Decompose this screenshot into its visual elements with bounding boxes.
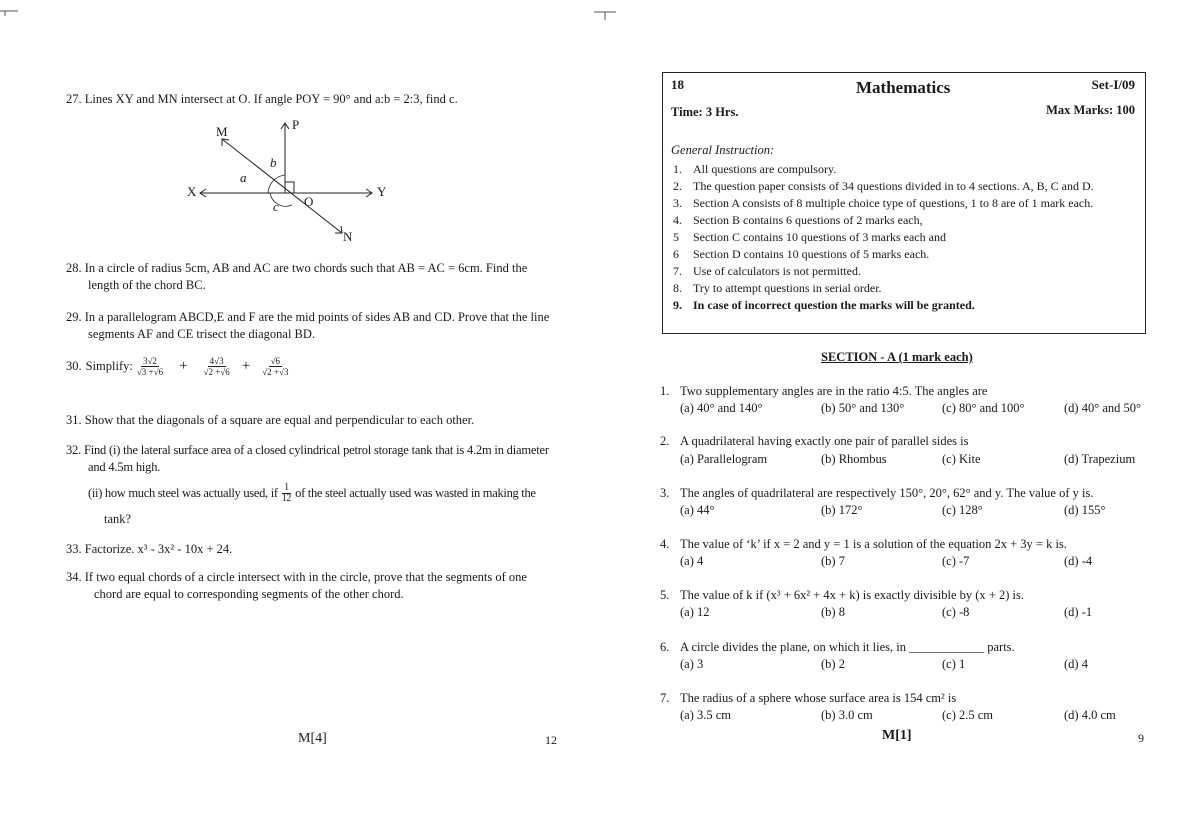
label-m: M <box>216 124 228 139</box>
fraction-term-3: $\frac{√6}{√2 +√3}$ <box>262 356 289 377</box>
intersecting-lines-figure <box>180 115 400 247</box>
option-b: (b) 2 <box>821 657 845 671</box>
option-b: (b) 7 <box>821 554 845 568</box>
question-text-cont: length of the chord BC. <box>88 278 206 292</box>
question-text: The radius of a sphere whose surface area is 154 cm² is <box>680 691 957 705</box>
question-text: In a parallelogram ABCD,E and F are the mid points of sides AB and CD. Prove that the line <box>84 310 550 324</box>
instruction-item: 6 Section D contains 10 questions of 5 marks each. <box>673 247 930 261</box>
question-text: Find (i) the lateral surface area of a closed cylindrical petrol storage tank that is 4.2m in diameter <box>83 443 549 457</box>
question-number: 7. <box>660 691 670 705</box>
question-text: Two supplementary angles are in the ratio 4:5. The angles are <box>680 384 988 398</box>
exam-code: 18 <box>671 77 684 92</box>
question-text: The value of ‘k’ if x = 2 and y = 1 is a solution of the equation 2x + 3y = k is. <box>680 537 1067 551</box>
option-d: (d) -1 <box>1064 605 1093 619</box>
instructions-title: General Instruction: <box>671 143 775 157</box>
option-d: (d) 155° <box>1064 503 1106 517</box>
option-c: (c) -8 <box>942 605 970 619</box>
simplify-label: Simplify: <box>85 359 133 373</box>
question-number: 28. <box>66 261 82 275</box>
crop-mark <box>594 6 618 22</box>
option-c: (c) 80° and 100° <box>942 401 1025 415</box>
option-c: (c) Kite <box>942 452 981 466</box>
option-d: (d) 4 <box>1064 657 1088 671</box>
option-b: (b) Rhombus <box>821 452 887 466</box>
question-34 <box>66 569 566 603</box>
option-d: (d) -4 <box>1064 554 1093 568</box>
crop-mark <box>0 0 20 20</box>
question-text: Factorize. x³ - 3x² - 10x + 24. <box>84 542 233 556</box>
instruction-item: 2. The question paper consists of 34 questions divided in to 4 sections. A, B, C and D. <box>673 179 1094 193</box>
question-number: 6. <box>660 640 670 654</box>
fraction-term-2: $\frac{4√3}{√2 +√6}$ <box>203 356 230 377</box>
option-a: (a) 3 <box>680 657 704 671</box>
label-o: O <box>304 194 314 209</box>
instruction-item: 7. Use of calculators is not permitted. <box>673 264 861 278</box>
question-number: 29. <box>66 310 82 324</box>
question-32 <box>66 442 576 476</box>
angle-label-b: b <box>270 155 277 170</box>
section-a-heading: SECTION - A (1 mark each) <box>821 350 973 364</box>
option-a: (a) 3.5 cm <box>680 708 732 722</box>
option-a: (a) 4 <box>680 554 704 568</box>
option-c: (c) 128° <box>942 503 983 517</box>
question-text: Lines XY and MN intersect at O. If angle POY = 90° and a:b = 2:3, find c. <box>84 92 458 106</box>
angle-label-a: a <box>240 170 247 185</box>
question-text: If two equal chords of a circle intersect with in the circle, prove that the segments of one <box>84 570 527 584</box>
option-b: (b) 172° <box>821 503 863 517</box>
question-number: 30. <box>66 359 82 373</box>
option-c: (c) 1 <box>942 657 966 671</box>
angle-label-c: c <box>273 199 279 214</box>
question-27 <box>66 91 458 108</box>
fraction-one-twelfth: $\frac{1}{12}$ <box>281 482 292 504</box>
question-number: 3. <box>660 486 670 500</box>
option-b: (b) 50° and 130° <box>821 401 905 415</box>
question-number: 1. <box>660 384 670 398</box>
question-number: 32. <box>66 443 82 457</box>
instruction-item: 1. All questions are compulsory. <box>673 162 837 176</box>
label-x: X <box>187 184 197 199</box>
question-text-cont: of the steel actually used was wasted in making the <box>295 486 536 500</box>
instruction-item: 8. Try to attempt questions in serial order. <box>673 281 882 295</box>
option-a: (a) 44° <box>680 503 715 517</box>
question-33 <box>66 541 232 558</box>
instruction-item: 3. Section A consists of 8 multiple choice type of questions, 1 to 8 are of 1 mark each. <box>673 196 1094 210</box>
right-page <box>600 0 1200 820</box>
label-p: P <box>292 117 300 132</box>
question-28 <box>66 260 566 294</box>
question-29 <box>66 309 566 343</box>
question-32-part-ii <box>88 483 536 504</box>
question-text: A quadrilateral having exactly one pair of parallel sides is <box>680 434 969 448</box>
question-text: Show that the diagonals of a square are equal and perpendicular to each other. <box>84 413 475 427</box>
question-31 <box>66 412 474 429</box>
question-number: 4. <box>660 537 670 551</box>
option-b: (b) 3.0 cm <box>821 708 873 722</box>
question-text-cont: chord are equal to corresponding segments of the other chord. <box>94 587 404 601</box>
question-number: 27. <box>66 92 82 106</box>
question-text: (ii) how much steel was actually used, if <box>88 486 278 500</box>
header-box <box>662 72 1146 334</box>
max-marks: Max Marks: 100 <box>1046 103 1135 117</box>
question-text: The angles of quadrilateral are respectively 150°, 20°, 62° and y. The value of y is. <box>680 486 1094 500</box>
question-number: 31. <box>66 413 82 427</box>
label-y: Y <box>377 184 387 199</box>
question-text: A circle divides the plane, on which it lies, in ____________ parts. <box>680 640 1015 654</box>
page-number: 9 <box>1138 731 1144 745</box>
plus-sign: + <box>241 358 251 374</box>
question-text: The value of k if (x³ + 6x² + 4x + k) is exactly divisible by (x + 2) is. <box>680 588 1024 602</box>
fraction-term-1: $\frac{3√2}{√3 +√6}$ <box>136 356 164 377</box>
plus-sign: + <box>179 358 188 374</box>
question-text: In a circle of radius 5cm, AB and AC are two chords such that AB = AC = 6cm. Find the <box>84 261 528 275</box>
question-number: 34. <box>66 570 82 584</box>
page-number: 12 <box>545 733 557 747</box>
instruction-item: 5 Section C contains 10 questions of 3 marks each and <box>673 230 946 244</box>
question-32-tank: tank? <box>104 512 132 526</box>
option-c: (c) 2.5 cm <box>942 708 994 722</box>
question-30 <box>66 356 292 377</box>
set-number: Set-I/09 <box>1091 77 1135 92</box>
option-d: (d) Trapezium <box>1064 452 1136 466</box>
option-a: (a) 40° and 140° <box>680 401 763 415</box>
option-d: (d) 4.0 cm <box>1064 708 1116 722</box>
exam-time: Time: 3 Hrs. <box>671 105 739 119</box>
question-text-cont: and 4.5m high. <box>88 460 161 474</box>
option-a: (a) Parallelogram <box>680 452 768 466</box>
question-number: 33. <box>66 542 82 556</box>
option-b: (b) 8 <box>821 605 845 619</box>
instruction-item: 4. Section B contains 6 questions of 2 marks each, <box>673 213 923 227</box>
page-code: M[1] <box>882 728 912 743</box>
label-n: N <box>343 229 353 244</box>
question-text-cont: segments AF and CE trisect the diagonal BD. <box>88 327 316 341</box>
instruction-item: 9. In case of incorrect question the marks will be granted. <box>673 298 975 312</box>
page-code: M[4] <box>298 731 327 746</box>
question-number: 2. <box>660 434 670 448</box>
question-number: 5. <box>660 588 670 602</box>
option-a: (a) 12 <box>680 605 710 619</box>
option-c: (c) -7 <box>942 554 970 568</box>
subject-title: Mathematics <box>856 78 951 97</box>
option-d: (d) 40° and 50° <box>1064 401 1141 415</box>
